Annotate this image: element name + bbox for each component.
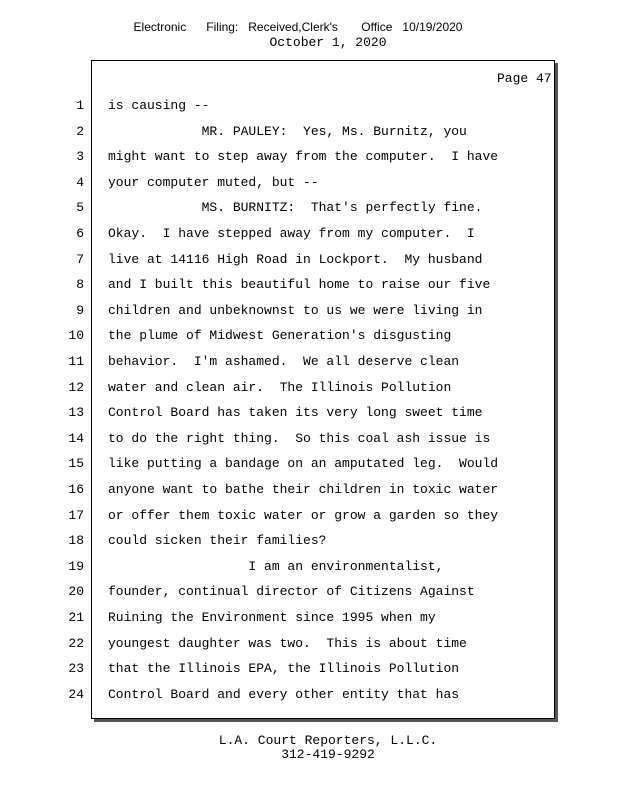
line-number: 8 <box>76 277 84 293</box>
line-text: children and unbeknownst to us we were living in <box>108 302 483 318</box>
line-number: 10 <box>68 328 84 344</box>
line-number: 17 <box>68 507 84 523</box>
line-text: to do the right thing. So this coal ash issue is <box>108 430 491 446</box>
transcript-line <box>0 196 618 222</box>
transcript-line <box>0 529 618 555</box>
line-text: and I built this beautiful home to raise our five <box>108 277 491 293</box>
line-number: 22 <box>68 635 84 651</box>
transcript-line <box>0 632 618 658</box>
transcript-line <box>0 452 618 478</box>
transcript-line <box>0 606 618 632</box>
line-text: might want to step away from the computer. I have <box>108 149 499 165</box>
transcript-line <box>0 580 618 606</box>
line-number: 19 <box>68 558 84 574</box>
transcript-line <box>0 376 618 402</box>
line-text: youngest daughter was two. This is about time <box>108 635 467 651</box>
transcript-line <box>0 657 618 683</box>
line-text: your computer muted, but -- <box>108 174 319 190</box>
line-number: 3 <box>76 149 84 165</box>
stamp-filing: Filing: <box>206 20 239 34</box>
transcript-line <box>0 350 618 376</box>
line-number: 14 <box>68 430 84 446</box>
footer-phone: 312-419-9292 <box>281 747 375 762</box>
line-text: that the Illinois EPA, the Illinois Pollution <box>108 661 460 677</box>
transcript-line <box>0 120 618 146</box>
transcript-line <box>0 94 618 120</box>
line-text: is causing -- <box>108 98 210 113</box>
footer-company: L.A. Court Reporters, L.L.C. <box>218 733 438 748</box>
line-number: 21 <box>68 610 84 625</box>
line-text: Control Board and every other entity that has <box>108 686 460 702</box>
line-number: 16 <box>68 482 84 497</box>
transcript-line <box>0 324 618 350</box>
transcript-line <box>0 401 618 427</box>
line-text: like putting a bandage on an amputated leg. Would <box>108 456 499 472</box>
line-text: behavior. I'm ashamed. We all deserve clean <box>108 354 460 369</box>
stamp-office: Office <box>361 20 393 34</box>
transcript-line <box>0 145 618 171</box>
line-number: 24 <box>68 686 84 702</box>
transcript-line <box>0 478 618 504</box>
transcript-line <box>0 555 618 581</box>
filing-stamp <box>0 20 596 34</box>
transcript-line <box>0 248 618 274</box>
line-text: anyone want to bathe their children in toxic water <box>108 482 499 497</box>
stamp-electronic: Electronic <box>133 20 187 34</box>
transcript-line <box>0 504 618 530</box>
line-text: water and clean air. The Illinois Pollution <box>108 379 452 395</box>
line-text: founder, continual director of Citizens Against <box>108 584 475 600</box>
line-text: MS. BURNITZ: That's perfectly fine. <box>108 200 483 216</box>
line-number: 18 <box>68 533 84 549</box>
line-number: 12 <box>68 379 84 395</box>
line-text: the plume of Midwest Generation's disgusting <box>108 328 452 344</box>
line-number: 20 <box>68 584 84 600</box>
transcript-line <box>0 171 618 197</box>
transcript-line <box>0 427 618 453</box>
line-text: Ruining the Environment since 1995 when my <box>108 610 436 625</box>
line-number: 2 <box>76 123 84 139</box>
line-number: 9 <box>76 302 84 318</box>
transcript-line <box>0 299 618 325</box>
transcript-line <box>0 273 618 299</box>
line-text: could sicken their families? <box>108 533 327 549</box>
line-number: 1 <box>76 98 84 113</box>
line-number: 6 <box>76 226 84 241</box>
transcript-date: October 1, 2020 <box>269 35 387 50</box>
page-number: Page 47 <box>497 71 552 86</box>
line-text: or offer them toxic water or grow a garden so they <box>108 507 499 523</box>
transcript-line <box>0 222 618 248</box>
line-text: live at 14116 High Road in Lockport. My husband <box>108 251 483 267</box>
line-number: 15 <box>68 456 84 472</box>
line-number: 13 <box>68 405 84 421</box>
line-text: I am an environmentalist, <box>108 558 444 574</box>
line-text: MR. PAULEY: Yes, Ms. Burnitz, you <box>108 123 467 139</box>
line-number: 11 <box>68 354 84 369</box>
stamp-date: 10/19/2020 <box>402 20 463 34</box>
stamp-received: Received,Clerk's <box>248 20 338 34</box>
line-number: 7 <box>76 251 84 267</box>
transcript-line <box>0 683 618 709</box>
line-number: 5 <box>76 200 84 216</box>
line-text: Okay. I have stepped away from my computer. I <box>108 226 475 241</box>
line-text: Control Board has taken its very long sweet time <box>108 405 483 421</box>
line-number: 4 <box>76 174 84 190</box>
line-number: 23 <box>68 661 84 677</box>
